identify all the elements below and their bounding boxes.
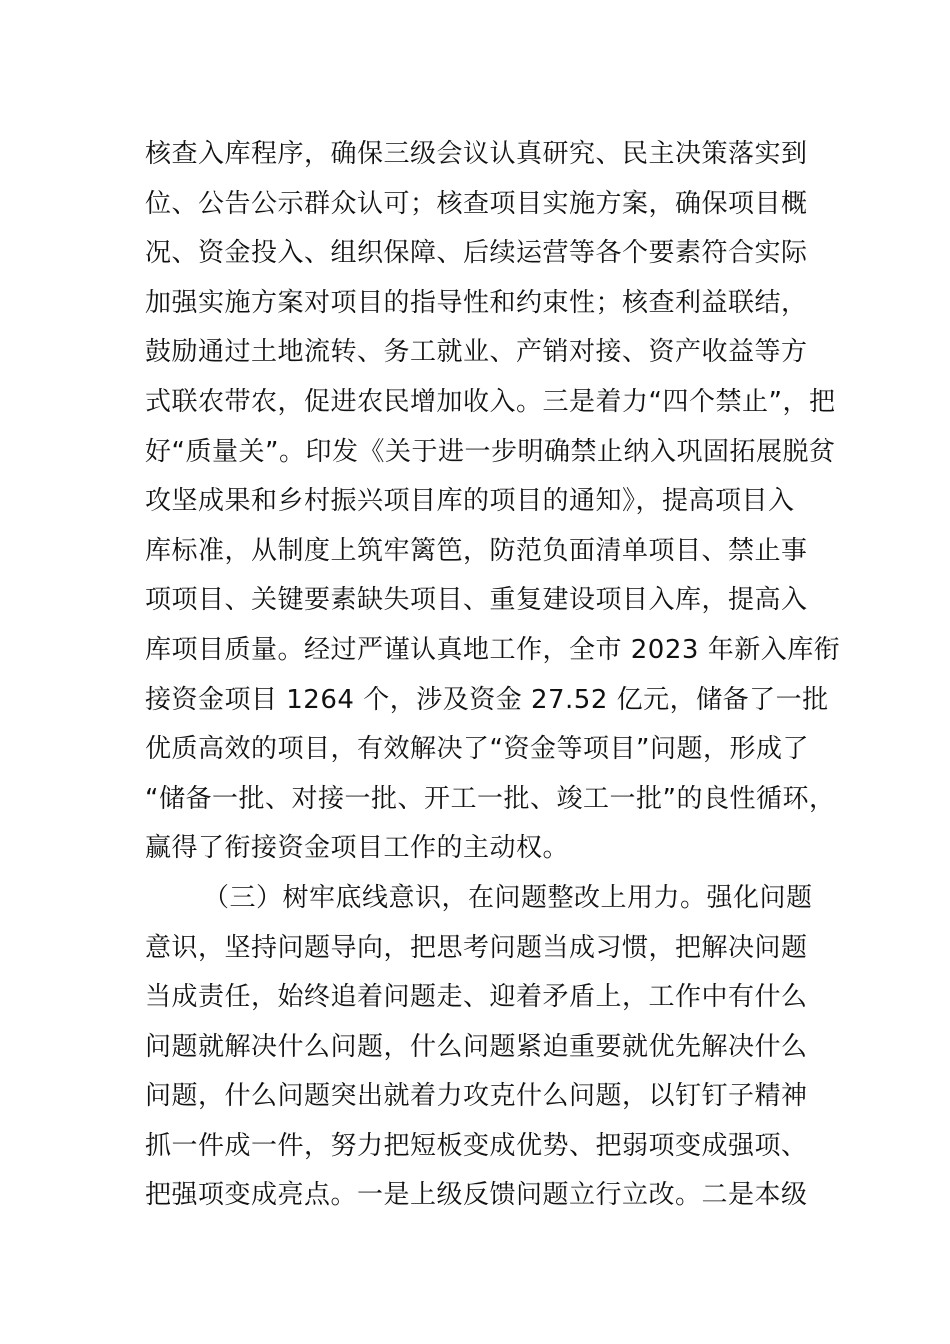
text-line: 优质高效的项目，有效解决了“资金等项目”问题，形成了 xyxy=(145,734,809,765)
text-line: 况、资金投入、组织保障、后续运营等各个要素符合实际 xyxy=(145,238,808,269)
text-line: 鼓励通过土地流转、务工就业、产销对接、资产收益等方 xyxy=(145,337,808,368)
text-line: 库项目质量。经过严谨认真地工作，全市 2023 年新入库衔 xyxy=(145,634,841,665)
text-line: 库标准，从制度上筑牢篱笆，防范负面清单项目、禁止事 xyxy=(145,535,808,566)
text-line: 式联农带农，促进农民增加收入。三是着力“四个禁止”，把 xyxy=(145,386,836,417)
text-line: 赢得了衔接资金项目工作的主动权。 xyxy=(145,833,570,864)
text-line: “储备一批、对接一批、开工一批、竣工一批”的良性循环， xyxy=(145,783,836,814)
section-heading-line: （三）树牢底线意识，在问题整改上用力。强化问题 xyxy=(203,882,813,913)
text-line: 项项目、关键要素缺失项目、重复建设项目入库，提高入 xyxy=(145,585,808,616)
text-line: 当成责任，始终追着问题走、迎着矛盾上，工作中有什么 xyxy=(145,982,808,1013)
text-line: 把强项变成亮点。一是上级反馈问题立行立改。二是本级 xyxy=(145,1180,808,1211)
text-line: 位、公告公示群众认可；核查项目实施方案，确保项目概 xyxy=(145,188,808,219)
text-line: 意识，坚持问题导向，把思考问题当成习惯，把解决问题 xyxy=(145,932,808,963)
text-line: 核查入库程序，确保三级会议认真研究、民主决策落实到 xyxy=(145,139,808,169)
text-line: 攻坚成果和乡村振兴项目库的项目的通知》，提高项目入 xyxy=(145,486,795,517)
text-line: 好“质量关”。印发《关于进一步明确禁止纳入巩固拓展脱贫 xyxy=(145,436,836,467)
text-line: 问题，什么问题突出就着力攻克什么问题，以钉钉子精神 xyxy=(145,1081,808,1112)
text-line: 抓一件成一件，努力把短板变成优势、把弱项变成强项、 xyxy=(145,1130,808,1161)
text-line: 加强实施方案对项目的指导性和约束性；核查利益联结， xyxy=(145,287,808,318)
text-line: 接资金项目 1264 个，涉及资金 27.52 亿元，储备了一批 xyxy=(145,684,829,715)
body-text xyxy=(145,130,841,1221)
text-line: 问题就解决什么问题，什么问题紧迫重要就优先解决什么 xyxy=(145,1031,808,1062)
